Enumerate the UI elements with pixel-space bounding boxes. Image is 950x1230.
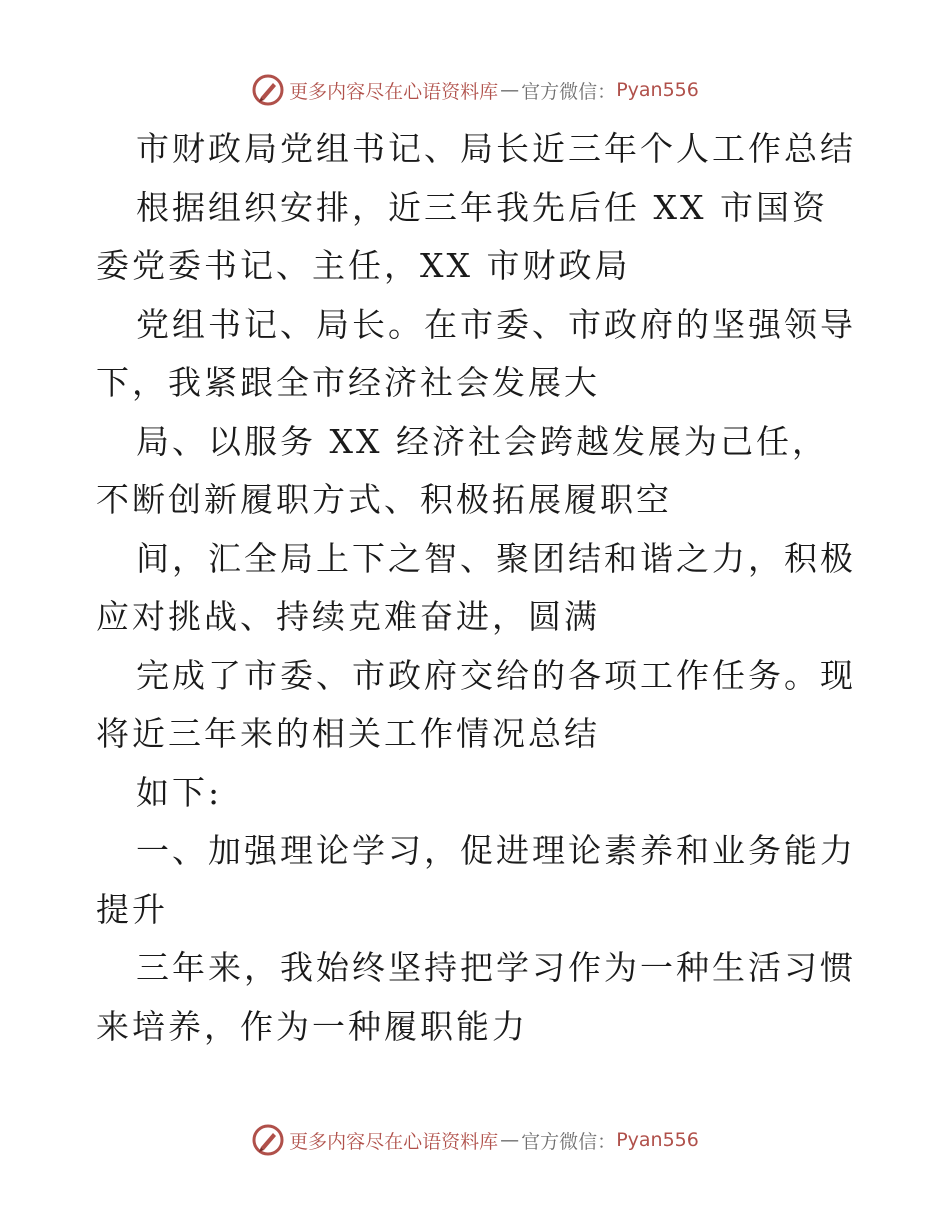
banner-main-text: 更多内容尽在心语资料库 (289, 80, 499, 103)
banner-dash: — (500, 1129, 520, 1151)
banner-account-label: 官方微信： (521, 1130, 617, 1153)
banner-main-text: 更多内容尽在心语资料库 (289, 1130, 499, 1153)
banner-account-id: Pyan556 (616, 1129, 699, 1151)
banner-account-label: 官方微信： (521, 80, 617, 103)
document-title: 市财政局党组书记、局长近三年个人工作总结 (136, 129, 856, 168)
banner-account-id: Pyan556 (616, 79, 699, 101)
document-body (96, 120, 856, 1056)
paragraph: 间，汇全局上下之智、聚团结和谐之力，积极应对挑战、持续克难奋进，圆满 (96, 538, 856, 636)
header-banner (0, 70, 950, 110)
paragraph: 如下: (136, 772, 223, 812)
footer-banner (0, 1120, 950, 1160)
banner-dash: — (500, 79, 520, 101)
pen-logo-icon (251, 1123, 285, 1157)
paragraph: 党组书记、局长。在市委、市政府的坚强领导下，我紧跟全市经济社会发展大 (96, 304, 856, 402)
paragraph: 完成了市委、市政府交给的各项工作任务。现将近三年来的相关工作情况总结 (96, 655, 856, 753)
section-heading: 一、加强理论学习，促进理论素养和业务能力提升 (96, 831, 856, 929)
paragraph: 根据组织安排，近三年我先后任 XX 市国资委党委书记、主任，XX 市财政局 (96, 187, 828, 285)
pen-logo-icon (251, 73, 285, 107)
paragraph: 局、以服务 XX 经济社会跨越发展为己任，不断创新履职方式、积极拓展履职空 (96, 421, 828, 519)
paragraph: 三年来，我始终坚持把学习作为一种生活习惯来培养，作为一种履职能力 (96, 948, 856, 1046)
